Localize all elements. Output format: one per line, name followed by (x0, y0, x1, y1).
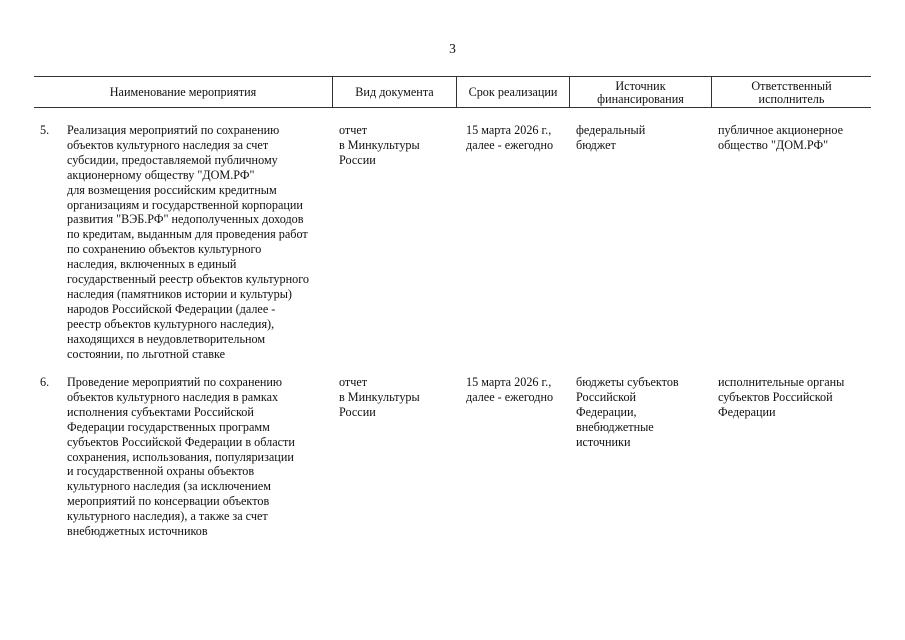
header-responsible: Ответственный исполнитель (711, 77, 871, 107)
page-number: 3 (449, 41, 456, 56)
row-term: 15 марта 2026 г., далее - ежегодно (466, 123, 554, 152)
header-funding-source: Источник финансирования (569, 77, 711, 107)
row-funding-source: бюджеты субъектов Российской Федерации, внебюджетные источники (576, 375, 679, 449)
header-term: Срок реализации (456, 77, 569, 107)
measures-table (34, 76, 871, 539)
row-name: Реализация мероприятий по сохранению объектов культурного наследия за счет субсидии, предоставляемой публичному акционерному обществу "ДОМ.РФ" для возмещения российским кредитным организациям и государственной корпорации развития "ВЭБ.РФ" недополученных доходов по кредитам, выданным для проведения работ по сохранению объектов культурного наследия, включенных в единый государственный реестр объектов культурного наследия (памятников истории и культуры) народов Российской Федерации (далее - реестр объектов культурного наследия), находящихся в неудовлетворительном состоянии, по льготной ставке (67, 123, 310, 361)
row-document-type: отчет в Минкультуры России (339, 375, 420, 419)
row-responsible: публичное акционерное общество "ДОМ.РФ" (718, 123, 843, 152)
header-document-type: Вид документа (332, 77, 456, 107)
row-number: 5. (40, 123, 50, 137)
row-funding-source: федеральный бюджет (576, 123, 646, 152)
row-term: 15 марта 2026 г., далее - ежегодно (466, 375, 554, 404)
row-responsible: исполнительные органы субъектов Российской Федерации (718, 375, 845, 419)
row-name: Проведение мероприятий по сохранению объектов культурного наследия в рамках исполнения субъектами Российской Федерации государственных программ субъектов Российской Федерации в области сохранения, использования, популяризации и государственной охраны объектов культурного наследия (за исключением мероприятий по консервации объектов культурного наследия), а также за счет внебюджетных источников (67, 375, 295, 539)
header-name: Наименование мероприятия (109, 85, 257, 100)
table-header-row (34, 76, 871, 108)
row-document-type: отчет в Минкультуры России (339, 123, 420, 167)
row-number: 6. (40, 375, 50, 389)
